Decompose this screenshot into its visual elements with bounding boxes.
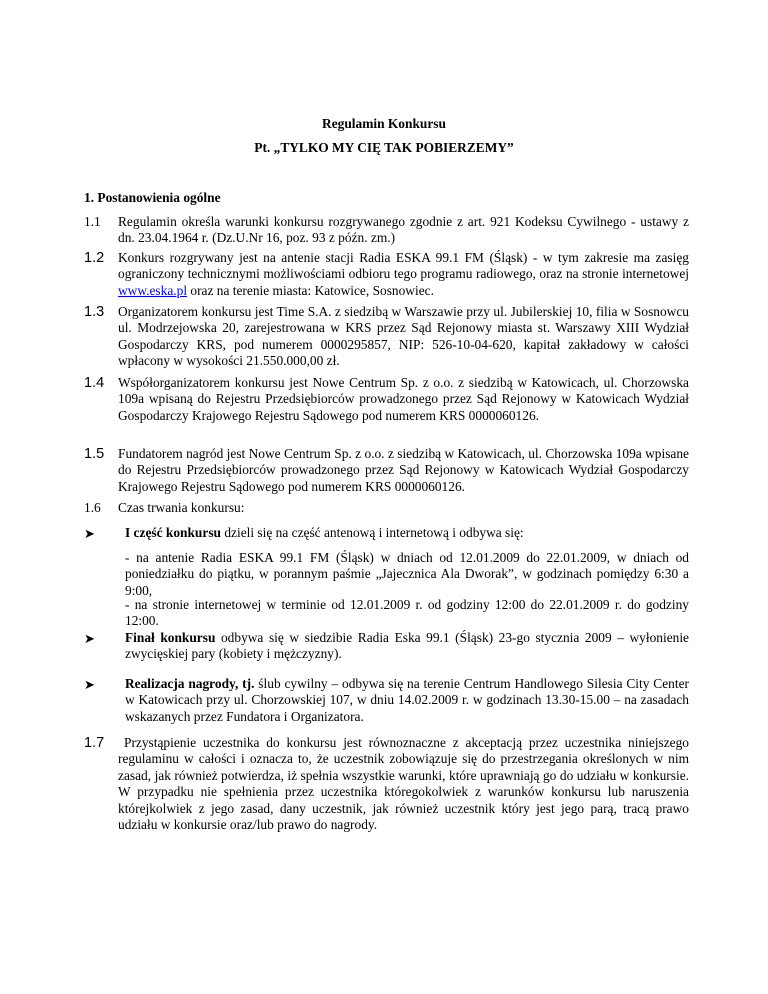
bullet-text: ślub cywilny – odbywa się na terenie Centrum Handlowego Silesia City Center w Katowicach przy ul. Chorzowskiej 107, w dniu 14.02.2009 r. w godzinach 13.30-15.00 – na zasadach wskazanych przez Fundatora i Organizatora.: [125, 676, 689, 724]
sub-item-internet: - na stronie internetowej w terminie od 12.01.2009 r. od godziny 12:00 do 22.01.2009 r. do godziny 12:00.: [125, 597, 689, 629]
bullet-part-one: [84, 525, 689, 541]
paragraph-number: 1.3: [84, 304, 105, 320]
paragraph-text: Czas trwania konkursu:: [118, 500, 245, 515]
paragraph-number: 1.4: [84, 375, 105, 391]
arrow-bullet-icon: ➤: [84, 526, 95, 541]
section-heading: 1. Postanowienia ogólne: [84, 190, 221, 205]
bullet-text: dzieli się na część antenową i internetową i odbywa się:: [220, 525, 524, 540]
paragraph-1-5: [84, 446, 689, 495]
sub-item-radio: - na antenie Radia ESKA 99.1 FM (Śląsk) w dniach od 12.01.2009 do 22.01.2009, w dniach od poniedziałku do piątku, w porannym paśmie „Jajecznica Ala Dworak”, w godzinach pomiędzy 6:30 a 9:00,: [125, 550, 689, 598]
bullet-final: [84, 630, 689, 663]
arrow-bullet-icon: ➤: [84, 677, 95, 692]
bullet-text: odbywa się w siedzibie Radia Eska 99.1 (Śląsk) 23-go stycznia 2009 – wyłonienie zwycięskiej pary (kobiety i mężczyzny).: [125, 630, 689, 662]
paragraph-1-4: [84, 375, 689, 424]
paragraph-1-1: [84, 214, 689, 247]
paragraph-text-part: oraz na terenie miasta: Katowice, Sosnowiec.: [187, 282, 434, 298]
paragraph-text-part: Konkurs rozgrywany jest na antenie stacji Radia ESKA 99.1 FM (Śląsk) - w tym zakresie ma zasięg ograniczony technicznymi możliwościami odbioru tego programu radiowego, oraz na stronie internetowej: [118, 250, 689, 282]
bullet-bold-label: Finał konkursu: [125, 630, 216, 645]
paragraph-1-6: [84, 500, 689, 516]
paragraph-number: 1.6: [84, 500, 101, 515]
document-subtitle: Pt. „TYLKO MY CIĘ TAK POBIERZEMY”: [254, 140, 514, 155]
paragraph-number: 1.7: [84, 735, 105, 751]
paragraph-text: Fundatorem nagród jest Nowe Centrum Sp. z o.o. z siedzibą w Katowicach, ul. Chorzowska 109a wpisane do Rejestru Przedsiębiorców prowadzonego przez Sąd Rejonowy w Katowicach Wydział Gospodarczy Krajowego Rejestru Sądowego pod numerem KRS 0000060126.: [118, 446, 689, 494]
paragraph-number: 1.5: [84, 446, 105, 462]
paragraph-1-3: [84, 304, 689, 370]
bullet-bold-label: I część konkursu: [125, 525, 221, 540]
paragraph-1-7: [84, 735, 689, 833]
bullet-bold-label: Realizacja nagrody, tj.: [125, 676, 255, 691]
paragraph-1-2: [84, 250, 689, 299]
eska-website-link[interactable]: www.eska.pl: [118, 282, 188, 298]
arrow-bullet-icon: ➤: [84, 631, 95, 646]
document-title: Regulamin Konkursu: [322, 116, 446, 131]
paragraph-text: Regulamin określa warunki konkursu rozgrywanego zgodnie z art. 921 Kodeksu Cywilnego - ustawy z dn. 23.04.1964 r. (Dz.U.Nr 16, poz. 93 z późn. zm.): [118, 214, 689, 246]
bullet-prize: [84, 676, 689, 725]
paragraph-text: Przystąpienie uczestnika do konkursu jest równoznaczne z akceptacją przez uczestnika niniejszego regulaminu w całości i oznacza to, że uczestnik zobowiązuje się do przestrzegania określonych w nim zasad, jak również potwierdza, iż spełnia wszystkie warunki, które uprawniają go do udziału w konkursie. W przypadku nie spełnienia przez uczestnika któregokolwiek z warunków konkursu lub naruszenia którejkolwiek z jego zasad, dany uczestnik, jak również uczestnik który jest jego parą, tracą prawo udziału w konkursie oraz/lub prawo do nagrody.: [118, 735, 689, 833]
paragraph-text: Organizatorem konkursu jest Time S.A. z siedzibą w Warszawie przy ul. Jubilerskiej 10, filia w Sosnowcu ul. Modrzejowska 20, zarejestrowana w KRS przez Sąd Rejonowy miasta st. Warszawy XIII Wydział Gospodarczy KRS, pod numerem 0000295857, NIP: 526-10-04-620, kapitał zakładowy w całości wpłacony w wysokości 21.550.000,00 zł.: [118, 304, 689, 369]
paragraph-text: [118, 250, 689, 299]
paragraph-number: 1.1: [84, 214, 101, 229]
paragraph-text: Współorganizatorem konkursu jest Nowe Centrum Sp. z o.o. z siedzibą w Katowicach, ul. Chorzowska 109a wpisaną do Rejestru Przedsiębiorców prowadzonego przez Sąd Rejonowy w Katowicach Wydział Gospodarczy Krajowego Rejestru Sądowego pod numerem KRS 0000060126.: [118, 375, 689, 423]
paragraph-number: 1.2: [84, 250, 105, 266]
